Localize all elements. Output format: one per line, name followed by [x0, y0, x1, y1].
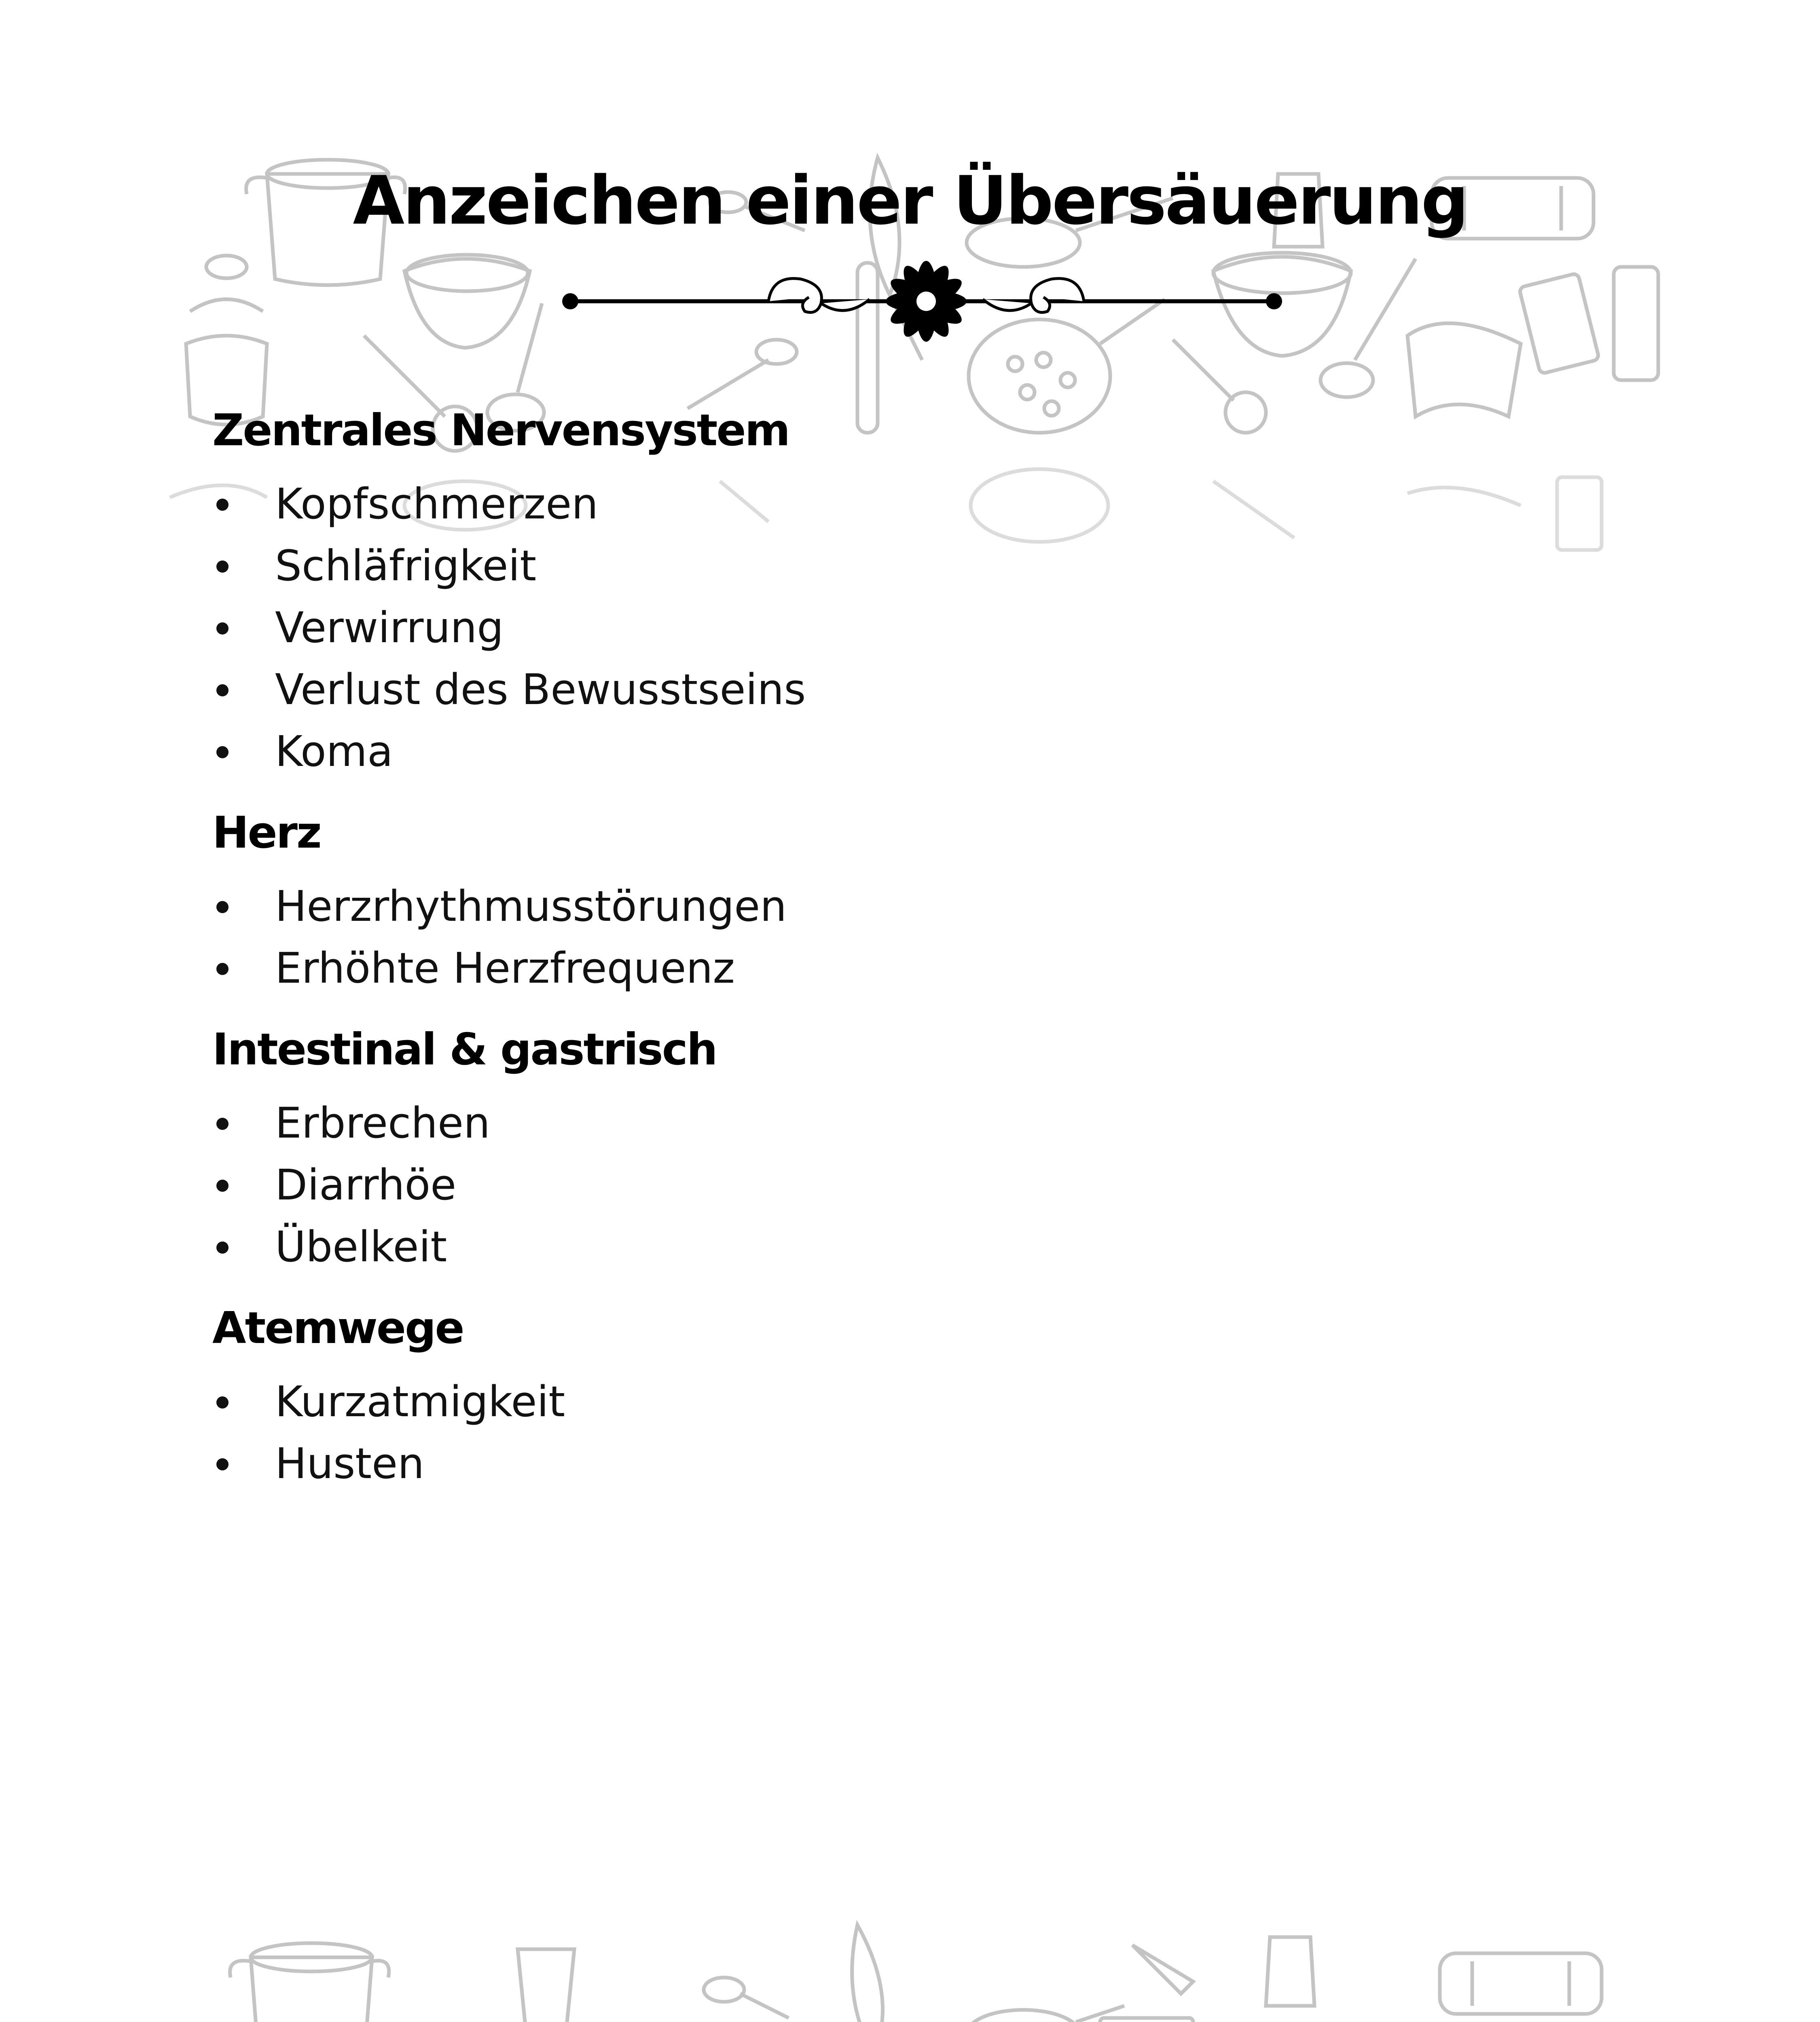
bullet-icon — [216, 1242, 229, 1254]
section-heading: Herz — [212, 808, 321, 858]
list-item — [212, 721, 1587, 783]
bullet-icon — [216, 901, 229, 913]
list-item — [212, 876, 1587, 937]
bullet-icon — [216, 963, 229, 975]
pot-icon — [230, 1943, 389, 2022]
list-item-text: Kopfschmerzen — [275, 479, 599, 529]
section-respiratory — [212, 1298, 1587, 1495]
grater-icon — [1614, 267, 1658, 380]
list-item-text: Verwirrung — [275, 603, 504, 652]
list-item — [212, 535, 1587, 597]
bullet-icon — [216, 499, 229, 511]
scroll-ornament-right — [983, 279, 1084, 313]
kitchen-illustration-bottom — [0, 1901, 1820, 2022]
bullet-icon — [216, 622, 229, 635]
bullet-icon — [216, 560, 229, 573]
list-item-text: Kurzatmigkeit — [275, 1377, 565, 1426]
list-item-text: Erhöhte Herzfrequenz — [275, 943, 735, 993]
list-item — [212, 1154, 1587, 1216]
knife-icon — [1132, 1945, 1193, 1994]
section-nervous-system — [212, 400, 1587, 783]
list-item — [212, 1371, 1587, 1433]
bullet-icon — [216, 1118, 229, 1130]
pitcher-icon — [1266, 1937, 1314, 2006]
page-title: Anzeichen einer Übersäuerung — [353, 162, 1467, 239]
section-heading: Intestinal & gastrisch — [212, 1024, 717, 1075]
list-item — [212, 659, 1587, 721]
section-heading: Zentrales Nervensystem — [212, 405, 789, 456]
bullet-icon — [216, 746, 229, 758]
bullet-icon — [216, 1396, 229, 1409]
list-item — [212, 937, 1587, 999]
section-heart — [212, 803, 1587, 999]
grill-pan-icon — [1100, 2018, 1193, 2022]
symptom-list — [212, 400, 1587, 1515]
cake-tin-icon — [1440, 1953, 1602, 2014]
list-item-text: Herzrhythmusstörungen — [275, 882, 787, 931]
list-item — [212, 1092, 1587, 1154]
list-item — [212, 597, 1587, 659]
list-item — [212, 473, 1587, 535]
list-item-text: Erbrechen — [275, 1098, 490, 1148]
list-item-text: Schläfrigkeit — [275, 541, 537, 590]
list-item-text: Übelkeit — [275, 1222, 447, 1271]
section-heading: Atemwege — [212, 1303, 463, 1354]
list-item-text: Koma — [275, 727, 393, 776]
calculator-icon — [1519, 273, 1600, 374]
scroll-ornament-left — [768, 279, 870, 313]
flower-scroll-divider — [562, 255, 1290, 348]
list-item-text: Verlust des Bewusstseins — [275, 665, 806, 714]
glass-icon — [518, 1949, 574, 2022]
list-item — [212, 1216, 1587, 1278]
list-item-text: Diarrhöe — [275, 1160, 457, 1210]
flower-icon — [885, 260, 967, 342]
whisk-icon — [852, 1925, 959, 2022]
bowl-icon — [404, 255, 530, 348]
bullet-icon — [216, 1180, 229, 1192]
list-item-text: Husten — [275, 1439, 424, 1488]
bullet-icon — [216, 1458, 229, 1470]
spoon-icon — [671, 1978, 789, 2022]
section-intestinal — [212, 1019, 1587, 1278]
lidded-pot-icon — [186, 256, 267, 425]
bullet-icon — [216, 684, 229, 696]
list-item — [212, 1433, 1587, 1495]
